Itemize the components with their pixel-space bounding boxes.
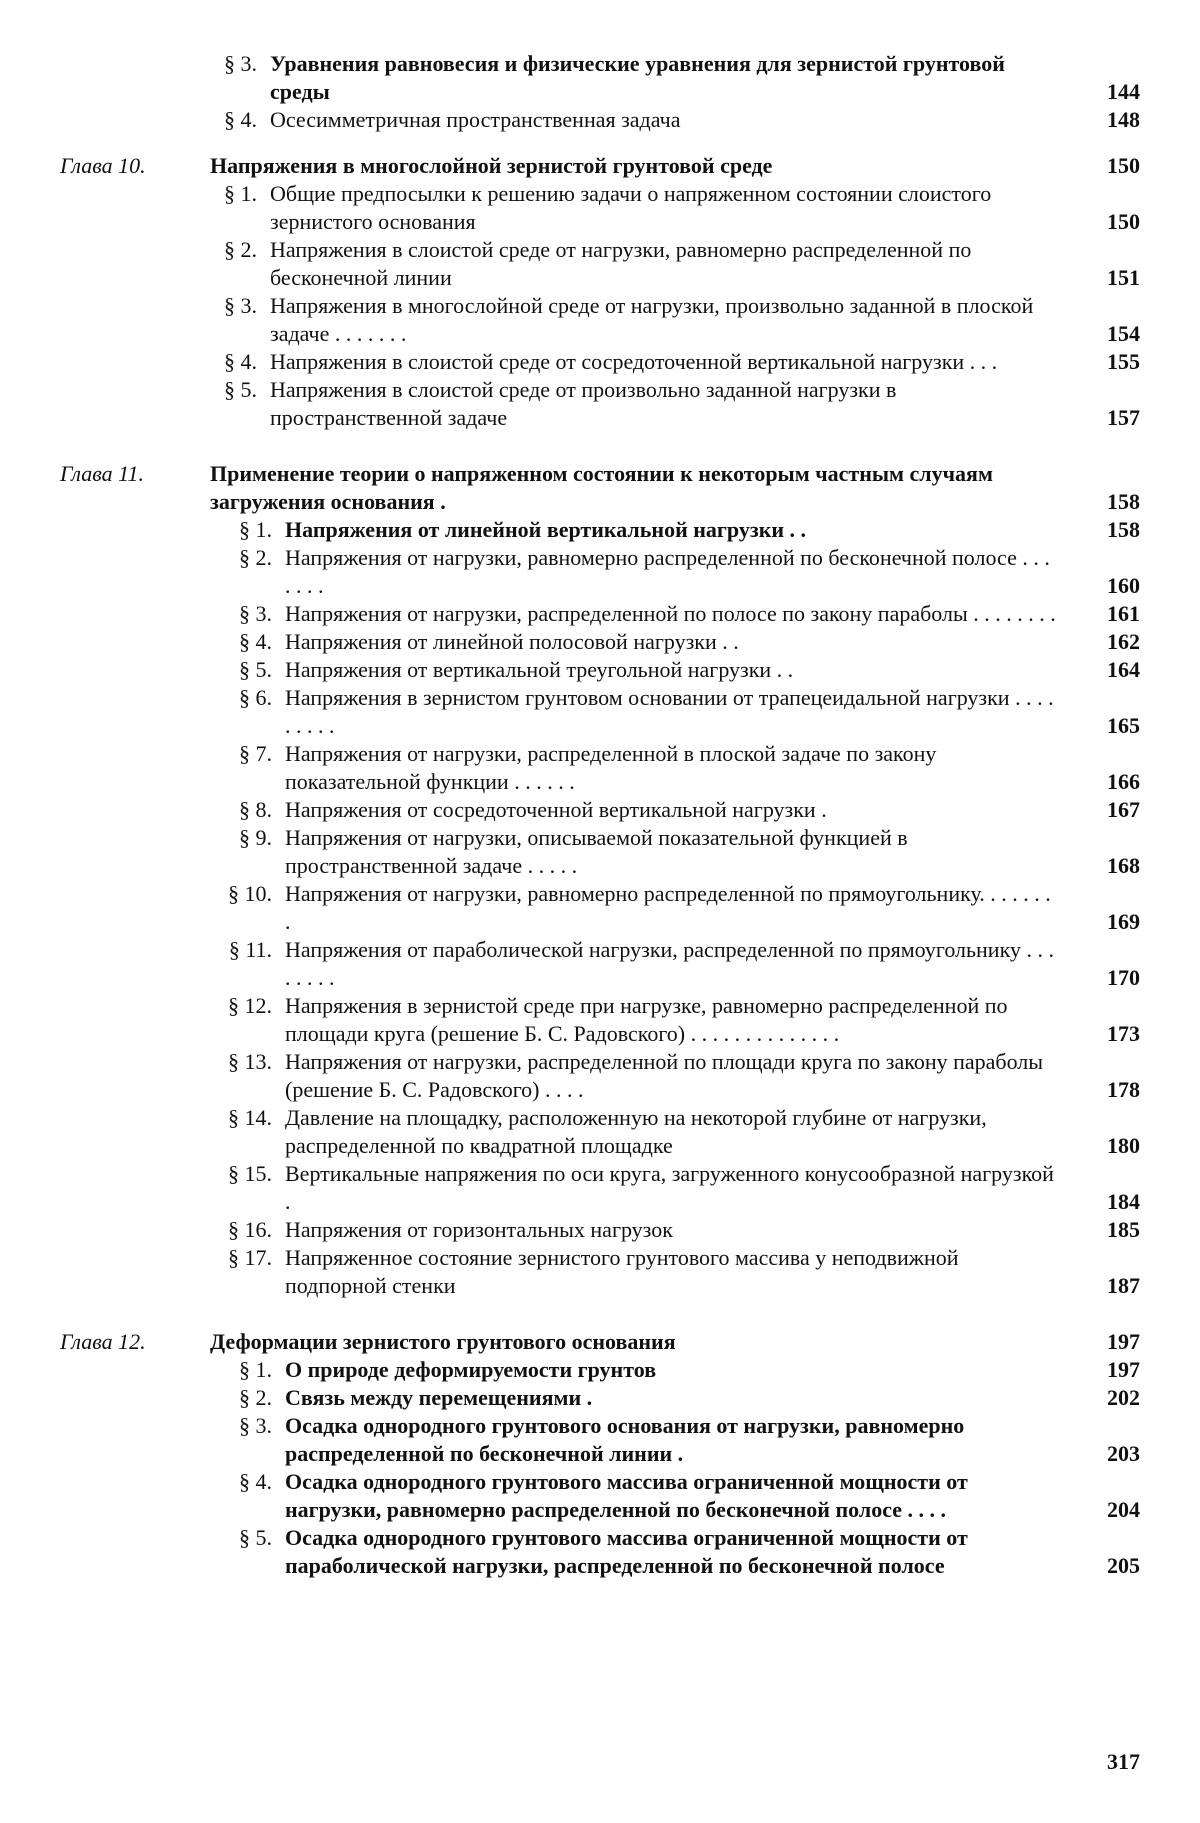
section-title: Напряжения от параболической нагрузки, распределенной по прямоугольнику . . . . . . . . bbox=[285, 937, 1054, 990]
section-page: 144 bbox=[1107, 79, 1140, 104]
section-mark: § 6. bbox=[239, 685, 272, 710]
section-mark: § 4. bbox=[239, 629, 272, 654]
toc-section bbox=[60, 1356, 1140, 1384]
section-page: 204 bbox=[1107, 1497, 1140, 1522]
section-page: 166 bbox=[1107, 769, 1140, 794]
section-title: Напряжения от нагрузки, распределенной по полосе по закону параболы . . . . . . . . bbox=[285, 601, 1056, 626]
section-title: Напряжения в слоистой среде от сосредоточенной вертикальной нагрузки . . . bbox=[270, 349, 998, 374]
toc-section bbox=[60, 796, 1140, 824]
toc-chapter-10 bbox=[60, 152, 1140, 180]
section-mark: § 16. bbox=[228, 1217, 272, 1242]
section-title: Напряжения в зернистой среде при нагрузке, равномерно распределенной по площади круга (решение Б. С. Радовского) . . . . . . . . . . . . . . bbox=[285, 993, 1008, 1046]
section-title: Напряжения от нагрузки, равномерно распределенной по прямоугольнику. . . . . . . . bbox=[285, 881, 1051, 934]
section-page: 187 bbox=[1107, 1273, 1140, 1298]
section-mark: § 5. bbox=[239, 1525, 272, 1550]
section-title: Напряжения от нагрузки, равномерно распределенной по бесконечной полосе . . . . . . . bbox=[285, 545, 1050, 598]
section-title: Осадка однородного грунтового массива ограниченной мощности от параболической нагрузки, распределенной по бесконечной полосе bbox=[285, 1525, 968, 1578]
section-page: 158 bbox=[1107, 517, 1140, 542]
section-mark: § 14. bbox=[228, 1105, 272, 1130]
section-mark: § 4. bbox=[239, 1469, 272, 1494]
toc-section bbox=[60, 1216, 1140, 1244]
chapter-number: 12. bbox=[118, 1329, 146, 1354]
toc-section bbox=[60, 600, 1140, 628]
section-title: Напряжения от горизонтальных нагрузок bbox=[285, 1217, 673, 1242]
toc-section bbox=[60, 516, 1140, 544]
table-of-contents bbox=[60, 50, 1140, 1580]
section-page: 151 bbox=[1107, 265, 1140, 290]
section-mark: § 12. bbox=[228, 993, 272, 1018]
section-title: Напряжения от линейной полосовой нагрузки . . bbox=[285, 629, 739, 654]
section-mark: § 3. bbox=[239, 1413, 272, 1438]
section-page: 160 bbox=[1107, 573, 1140, 598]
toc-chapter-12 bbox=[60, 1328, 1140, 1356]
section-mark: § 13. bbox=[228, 1049, 272, 1074]
section-page: 168 bbox=[1107, 853, 1140, 878]
toc-section bbox=[60, 936, 1140, 992]
section-page: 184 bbox=[1107, 1189, 1140, 1214]
toc-chapter-11 bbox=[60, 460, 1140, 516]
section-mark: § 1. bbox=[224, 181, 257, 206]
section-mark: § 2. bbox=[239, 1385, 272, 1410]
toc-section bbox=[60, 1412, 1140, 1468]
section-mark: § 2. bbox=[224, 237, 257, 262]
chapter-label: Глава bbox=[60, 1329, 113, 1354]
section-title: Напряжения в многослойной среде от нагрузки, произвольно заданной в плоской задаче . . . . . . . bbox=[270, 293, 1034, 346]
section-page: 157 bbox=[1107, 405, 1140, 430]
toc-section bbox=[60, 880, 1140, 936]
toc-section bbox=[60, 740, 1140, 796]
toc-section bbox=[60, 544, 1140, 600]
toc-section bbox=[60, 376, 1140, 432]
section-title: Осадка однородного грунтового массива ограниченной мощности от нагрузки, равномерно распределенной по бесконечной полосе . . . . bbox=[285, 1469, 968, 1522]
chapter-number: 11. bbox=[118, 461, 144, 486]
toc-section bbox=[60, 1104, 1140, 1160]
toc-section bbox=[60, 1384, 1140, 1412]
chapter-page: 150 bbox=[1107, 153, 1140, 178]
section-mark: § 9. bbox=[239, 825, 272, 850]
section-mark: § 5. bbox=[239, 657, 272, 682]
toc-section bbox=[60, 992, 1140, 1048]
section-mark: § 3. bbox=[239, 601, 272, 626]
section-page: 155 bbox=[1107, 349, 1140, 374]
section-page: 154 bbox=[1107, 321, 1140, 346]
toc-section bbox=[60, 628, 1140, 656]
section-page: 170 bbox=[1107, 965, 1140, 990]
toc-section bbox=[60, 1468, 1140, 1524]
section-page: 173 bbox=[1107, 1021, 1140, 1046]
toc-section bbox=[60, 180, 1140, 236]
section-title: Напряжения от вертикальной треугольной нагрузки . . bbox=[285, 657, 794, 682]
section-page: 164 bbox=[1107, 657, 1140, 682]
section-title: Напряжения от сосредоточенной вертикальной нагрузки . bbox=[285, 797, 827, 822]
section-mark: § 5. bbox=[224, 377, 257, 402]
section-page: 161 bbox=[1107, 601, 1140, 626]
section-mark: § 17. bbox=[228, 1245, 272, 1270]
section-page: 180 bbox=[1107, 1133, 1140, 1158]
toc-section-3 bbox=[60, 50, 1140, 106]
section-page: 165 bbox=[1107, 713, 1140, 738]
section-page: 162 bbox=[1107, 629, 1140, 654]
chapter-page: 158 bbox=[1107, 489, 1140, 514]
section-page: 169 bbox=[1107, 909, 1140, 934]
section-title: Напряжения от линейной вертикальной нагрузки . . bbox=[285, 517, 807, 542]
section-mark: § 7. bbox=[239, 741, 272, 766]
toc-section bbox=[60, 656, 1140, 684]
section-title: Напряжения от нагрузки, распределенной по площади круга по закону параболы (решение Б. С. Радовского) . . . . bbox=[285, 1049, 1044, 1102]
section-page: 202 bbox=[1107, 1385, 1140, 1410]
section-mark: § 3. bbox=[224, 293, 257, 318]
section-title: Напряжения от нагрузки, описываемой показательной функцией в пространственной задаче . . . . . bbox=[285, 825, 908, 878]
chapter-label: Глава bbox=[60, 153, 113, 178]
toc-section bbox=[60, 348, 1140, 376]
chapter-title: Применение теории о напряженном состоянии к некоторым частным случаям загружения основания . bbox=[210, 461, 993, 514]
chapter-mark bbox=[60, 460, 210, 488]
chapter-mark bbox=[60, 152, 210, 180]
section-mark: § 4. bbox=[224, 349, 257, 374]
section-mark: § 3. bbox=[224, 51, 257, 76]
section-title: Общие предпосылки к решению задачи о напряженном состоянии слоистого зернистого основания bbox=[270, 181, 992, 234]
section-page: 150 bbox=[1107, 209, 1140, 234]
section-title: Давление на площадку, расположенную на некоторой глубине от нагрузки, распределенной по квадратной площадке bbox=[285, 1105, 987, 1158]
section-title: О природе деформируемости грунтов bbox=[285, 1357, 657, 1382]
spacer bbox=[60, 432, 1140, 442]
chapter-mark bbox=[60, 1328, 210, 1356]
toc-section bbox=[60, 824, 1140, 880]
toc-section bbox=[60, 236, 1140, 292]
section-title: Напряжения в слоистой среде от произвольно заданной нагрузки в пространственной задаче bbox=[270, 377, 897, 430]
section-mark: § 10. bbox=[228, 881, 272, 906]
section-title: Напряжения в слоистой среде от нагрузки, равномерно распределенной по бесконечной линии bbox=[270, 237, 972, 290]
chapter-page: 197 bbox=[1107, 1329, 1140, 1354]
chapter-title: Деформации зернистого грунтового основания bbox=[210, 1329, 676, 1354]
section-mark: § 4. bbox=[224, 107, 257, 132]
section-page: 178 bbox=[1107, 1077, 1140, 1102]
page-number: 317 bbox=[1107, 1749, 1140, 1774]
section-title: Вертикальные напряжения по оси круга, загруженного конусообразной нагрузкой . bbox=[285, 1161, 1054, 1214]
toc-section bbox=[60, 292, 1140, 348]
toc-section bbox=[60, 1160, 1140, 1216]
section-page: 205 bbox=[1107, 1553, 1140, 1578]
section-page: 197 bbox=[1107, 1357, 1140, 1382]
chapter-number: 10. bbox=[118, 153, 146, 178]
section-title: Уравнения равновесия и физические уравнения для зернистой грунтовой среды bbox=[270, 51, 1005, 104]
section-mark: § 15. bbox=[228, 1161, 272, 1186]
chapter-label: Глава bbox=[60, 461, 113, 486]
section-mark: § 1. bbox=[239, 1357, 272, 1382]
section-mark: § 8. bbox=[239, 797, 272, 822]
spacer bbox=[60, 1300, 1140, 1310]
toc-section bbox=[60, 1048, 1140, 1104]
section-title: Напряженное состояние зернистого грунтового массива у неподвижной подпорной стенки bbox=[285, 1245, 959, 1298]
chapter-title: Напряжения в многослойной зернистой грунтовой среде bbox=[210, 153, 773, 178]
toc-section bbox=[60, 1524, 1140, 1580]
section-page: 185 bbox=[1107, 1217, 1140, 1242]
section-title: Напряжения в зернистом грунтовом основании от трапецеидальной нагрузки . . . . . . . . . bbox=[285, 685, 1054, 738]
section-mark: § 2. bbox=[239, 545, 272, 570]
section-mark: § 11. bbox=[228, 937, 272, 962]
section-title: Связь между перемещениями . bbox=[285, 1385, 593, 1410]
section-page: 148 bbox=[1107, 107, 1140, 132]
section-title: Осесимметричная пространственная задача bbox=[270, 107, 681, 132]
toc-section-4 bbox=[60, 106, 1140, 134]
section-page: 203 bbox=[1107, 1441, 1140, 1466]
toc-section bbox=[60, 684, 1140, 740]
section-page: 167 bbox=[1107, 797, 1140, 822]
section-title: Осадка однородного грунтового основания от нагрузки, равномерно распределенной по бесконечной линии . bbox=[285, 1413, 965, 1466]
section-mark: § 1. bbox=[239, 517, 272, 542]
section-title: Напряжения от нагрузки, распределенной в плоской задаче по закону показательной функции . . . . . . bbox=[285, 741, 937, 794]
toc-section bbox=[60, 1244, 1140, 1300]
